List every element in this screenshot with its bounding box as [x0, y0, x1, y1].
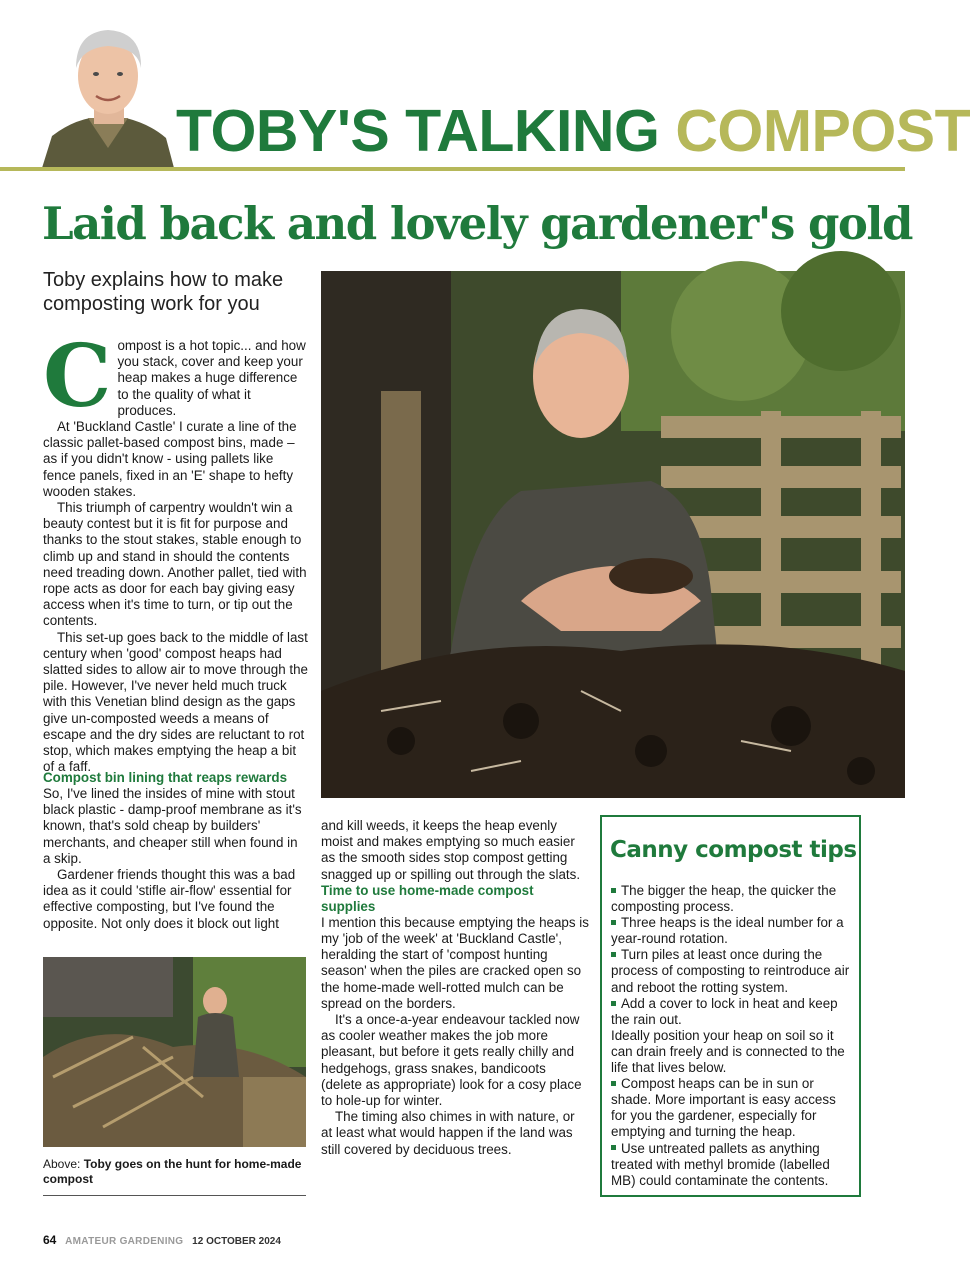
standfirst: Toby explains how to make composting work for you [43, 269, 284, 315]
tips-box [600, 815, 861, 1197]
tip-item [611, 947, 854, 995]
paragraph-7: and kill weeds, it keeps the heap evenly moist and makes emptying so much easier as the smooth sides stop compost getting snagged up or spilling out through the slats. [321, 818, 581, 882]
author-portrait [42, 18, 174, 168]
bullet-icon [611, 1145, 616, 1150]
tips-list [611, 883, 854, 1189]
tip-item [611, 1028, 854, 1076]
paragraph-3: This triumph of carpentry wouldn't win a beauty contest but it is fit for purpose and thanks to the stout stakes, stable enough to climb up and stand in should the contents need treading down. Another pallet, tied with rope acts as door for each bay giving easy access when it's time to turn, or tip out the contents. [43, 500, 307, 629]
tip-text: Compost heaps can be in sun or shade. More important is easy access for you the gardener, especially for emptying and turning the heap. [611, 1076, 836, 1140]
photo-caption [43, 1157, 308, 1187]
paragraph-9: It's a once-a-year endeavour tackled now as cooler weather makes the job more pleasant, but before it gets really chilly and hedgehogs, grass snakes, bandicoots (delete as appropriate) look for a cosy place to hole-up for winter. [321, 1012, 582, 1109]
article-column-2 [321, 818, 589, 1158]
tip-text: Three heaps is the ideal number for a year-round rotation. [611, 915, 844, 947]
header-rule [0, 167, 905, 171]
tip-item [611, 915, 854, 947]
caption-text: Toby goes on the hunt for home-made compost [43, 1157, 302, 1186]
bullet-icon [611, 1081, 616, 1086]
tip-text: Ideally position your heap on soil so it can drain freely and is connected to the life that lives below. [611, 1027, 845, 1076]
main-photo [321, 271, 905, 798]
paragraph-4: This set-up goes back to the middle of last century when 'good' compost heaps had slatted sides to allow air to move through the pile. However, I've never held much truck with this Venetian blind design as the gaps give un-composted weeds a means of escape and the dry sides are reluctant to rot stop, which makes emptying the heap a bit of a faff. [43, 629, 308, 775]
tip-item [611, 996, 854, 1028]
bullet-icon [611, 920, 616, 925]
paragraph-2: At 'Buckland Castle' I curate a line of the classic pallet-based compost bins, made – as if you didn't know - using pallets like fence panels, fixed in an 'E' shape to hefty wooden stakes. [43, 419, 297, 499]
bullet-icon [611, 888, 616, 893]
series-title [176, 98, 970, 164]
page-number: 64 [43, 1233, 57, 1247]
tip-text: Turn piles at least once during the process of composting to reintroduce air and reboot the rotting system. [611, 947, 850, 995]
paragraph-10: The timing also chimes in with nature, or at least what would happen if the land was still covered by deciduous trees. [321, 1109, 575, 1157]
paragraph-6: Gardener friends thought this was a bad idea as it could 'stifle air-flow' essential for effective composting, but I've found the opposite. Not only does it block out light [43, 867, 296, 931]
tip-text: Add a cover to lock in heat and keep the rain out. [611, 995, 838, 1027]
series-title-olive: COMPOST [675, 98, 970, 164]
series-title-green: TOBY'S TALKING [176, 98, 660, 164]
tip-item [611, 883, 854, 915]
subhead-supplies: Time to use home-made compost supplies [321, 882, 534, 914]
tip-item [611, 1141, 854, 1189]
subhead-lining: Compost bin lining that reaps rewards [43, 770, 288, 785]
tips-title: Canny compost tips [610, 837, 857, 863]
caption-rule [43, 1195, 306, 1196]
bullet-icon [611, 1001, 616, 1006]
paragraph-5: So, I've lined the insides of mine with stout black plastic - damp-proof membrane as it's known, that's sold cheap by builders' merchants, and cheaper still when found in a skip. [43, 786, 302, 866]
article-column-1 [43, 326, 308, 775]
bullet-icon [611, 952, 616, 957]
headline: Laid back and lovely gardener's gold [42, 197, 912, 250]
paragraph-1 [43, 326, 308, 427]
tip-item [611, 1076, 854, 1140]
page-footer [43, 1233, 281, 1247]
caption-prefix: Above: [43, 1157, 84, 1171]
article-column-1-lower [43, 770, 308, 932]
tip-text: The bigger the heap, the quicker the composting process. [611, 883, 837, 915]
paragraph-1-text: ompost is a hot topic... and how you stack, cover and keep your heap makes a huge difference to the quality of what it produces. [117, 338, 306, 418]
paragraph-8: I mention this because emptying the heaps is my 'job of the week' at 'Buckland Castle', heralding the start of 'compost hunting season' when the piles are cracked open so the home-made well-rotted mulch can be spread on the borders. [321, 914, 589, 1011]
drop-cap: C [43, 326, 112, 427]
magazine-name: AMATEUR GARDENING [65, 1236, 184, 1247]
issue-date: 12 OCTOBER 2024 [192, 1236, 281, 1247]
secondary-photo [43, 957, 306, 1147]
tip-text: Use untreated pallets as anything treated with methyl bromide (labelled MB) could contaminate the contents. [611, 1140, 830, 1188]
